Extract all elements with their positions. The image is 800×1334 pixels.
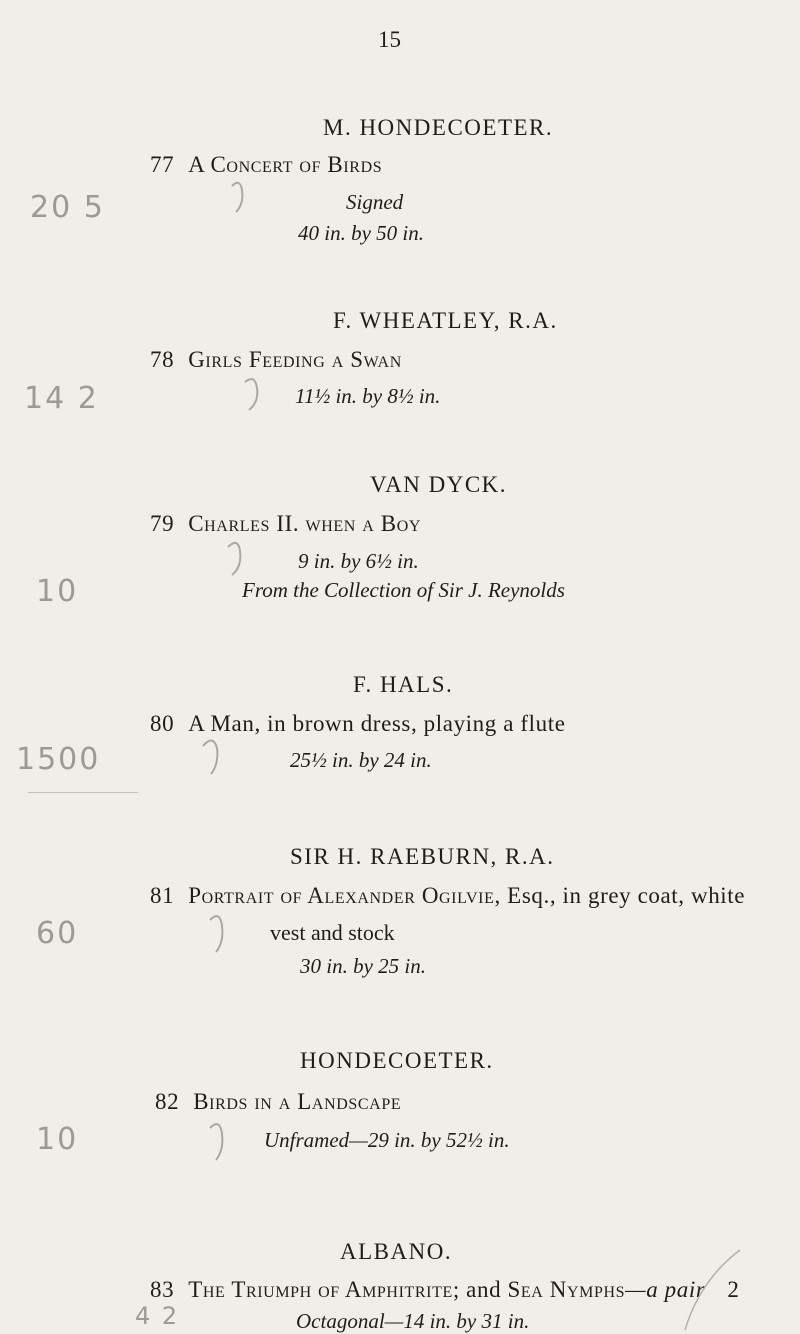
lot-title-text: A Man, in brown dress, playing a flute bbox=[188, 711, 566, 736]
lot-number: 82 bbox=[155, 1089, 180, 1114]
page-number: 15 bbox=[378, 27, 401, 52]
lot-title-caps: The Triumph of Amphitrite bbox=[188, 1277, 453, 1302]
lot-title-tail: , Esq., in grey coat, white bbox=[494, 883, 746, 908]
lot-number: 81 bbox=[150, 883, 175, 908]
artist-heading: F. WHEATLEY, R.A. bbox=[333, 308, 558, 333]
lot-detail: 11½ in. by 8½ in. bbox=[295, 384, 441, 408]
artist-heading: HONDECOETER. bbox=[300, 1048, 494, 1073]
lot-detail: 25½ in. by 24 in. bbox=[290, 748, 432, 772]
handwritten-price: 10 bbox=[36, 1122, 79, 1157]
lot-title-text: Birds in a Landscape bbox=[193, 1089, 402, 1114]
pencil-tick bbox=[210, 1124, 222, 1160]
pencil-tick bbox=[245, 379, 257, 410]
lot-number: 79 bbox=[150, 511, 175, 536]
lot-title-text: Charles II. when a Boy bbox=[188, 511, 422, 536]
artist-heading: M. HONDECOETER. bbox=[323, 115, 554, 140]
lot-title-continued: vest and stock bbox=[270, 920, 395, 945]
lot-detail: Unframed—29 in. by 52½ in. bbox=[264, 1128, 510, 1152]
pencil-tick bbox=[203, 740, 217, 774]
lot-title-mid: ; and bbox=[452, 1277, 508, 1302]
pencil-tick bbox=[210, 916, 222, 952]
artist-heading: SIR H. RAEBURN, R.A. bbox=[290, 844, 555, 869]
lot-title-tail: —a pair bbox=[625, 1277, 706, 1302]
handwritten-price: 1500 bbox=[16, 742, 101, 777]
lot-detail: Signed bbox=[346, 190, 404, 214]
pencil-tick bbox=[228, 543, 240, 575]
lot-number: 77 bbox=[150, 152, 175, 177]
lot-detail: 30 in. by 25 in. bbox=[300, 954, 426, 978]
lot-title-count: 2 bbox=[727, 1277, 740, 1302]
lot-detail: From the Collection of Sir J. Reynolds bbox=[242, 578, 565, 602]
pencil-tick bbox=[232, 183, 242, 212]
lot-detail: 40 in. by 50 in. bbox=[298, 221, 424, 245]
lot-title-caps-2: Sea Nymphs bbox=[507, 1277, 626, 1302]
handwritten-price: 4 2 bbox=[135, 1302, 180, 1330]
lot-title-text: Girls Feeding a Swan bbox=[188, 347, 402, 372]
artist-heading: ALBANO. bbox=[340, 1239, 453, 1264]
pencil-stroke bbox=[685, 1250, 740, 1330]
handwritten-price: 14 2 bbox=[24, 381, 99, 416]
artist-heading: VAN DYCK. bbox=[370, 472, 508, 497]
lot-detail: 9 in. by 6½ in. bbox=[298, 549, 419, 573]
handwritten-price: 20 5 bbox=[30, 190, 105, 225]
lot-detail: Octagonal—14 in. by 31 in. bbox=[296, 1309, 530, 1333]
handwritten-price: 10 bbox=[36, 574, 79, 609]
lot-title-caps: Portrait of Alexander Ogilvie bbox=[188, 883, 495, 908]
lot-number: 83 bbox=[150, 1277, 175, 1302]
handwritten-price: 60 bbox=[36, 916, 79, 951]
artist-heading: F. HALS. bbox=[353, 672, 454, 697]
lot-number: 80 bbox=[150, 711, 175, 736]
lot-title-text: A Concert of Birds bbox=[188, 152, 383, 177]
lot-number: 78 bbox=[150, 347, 175, 372]
